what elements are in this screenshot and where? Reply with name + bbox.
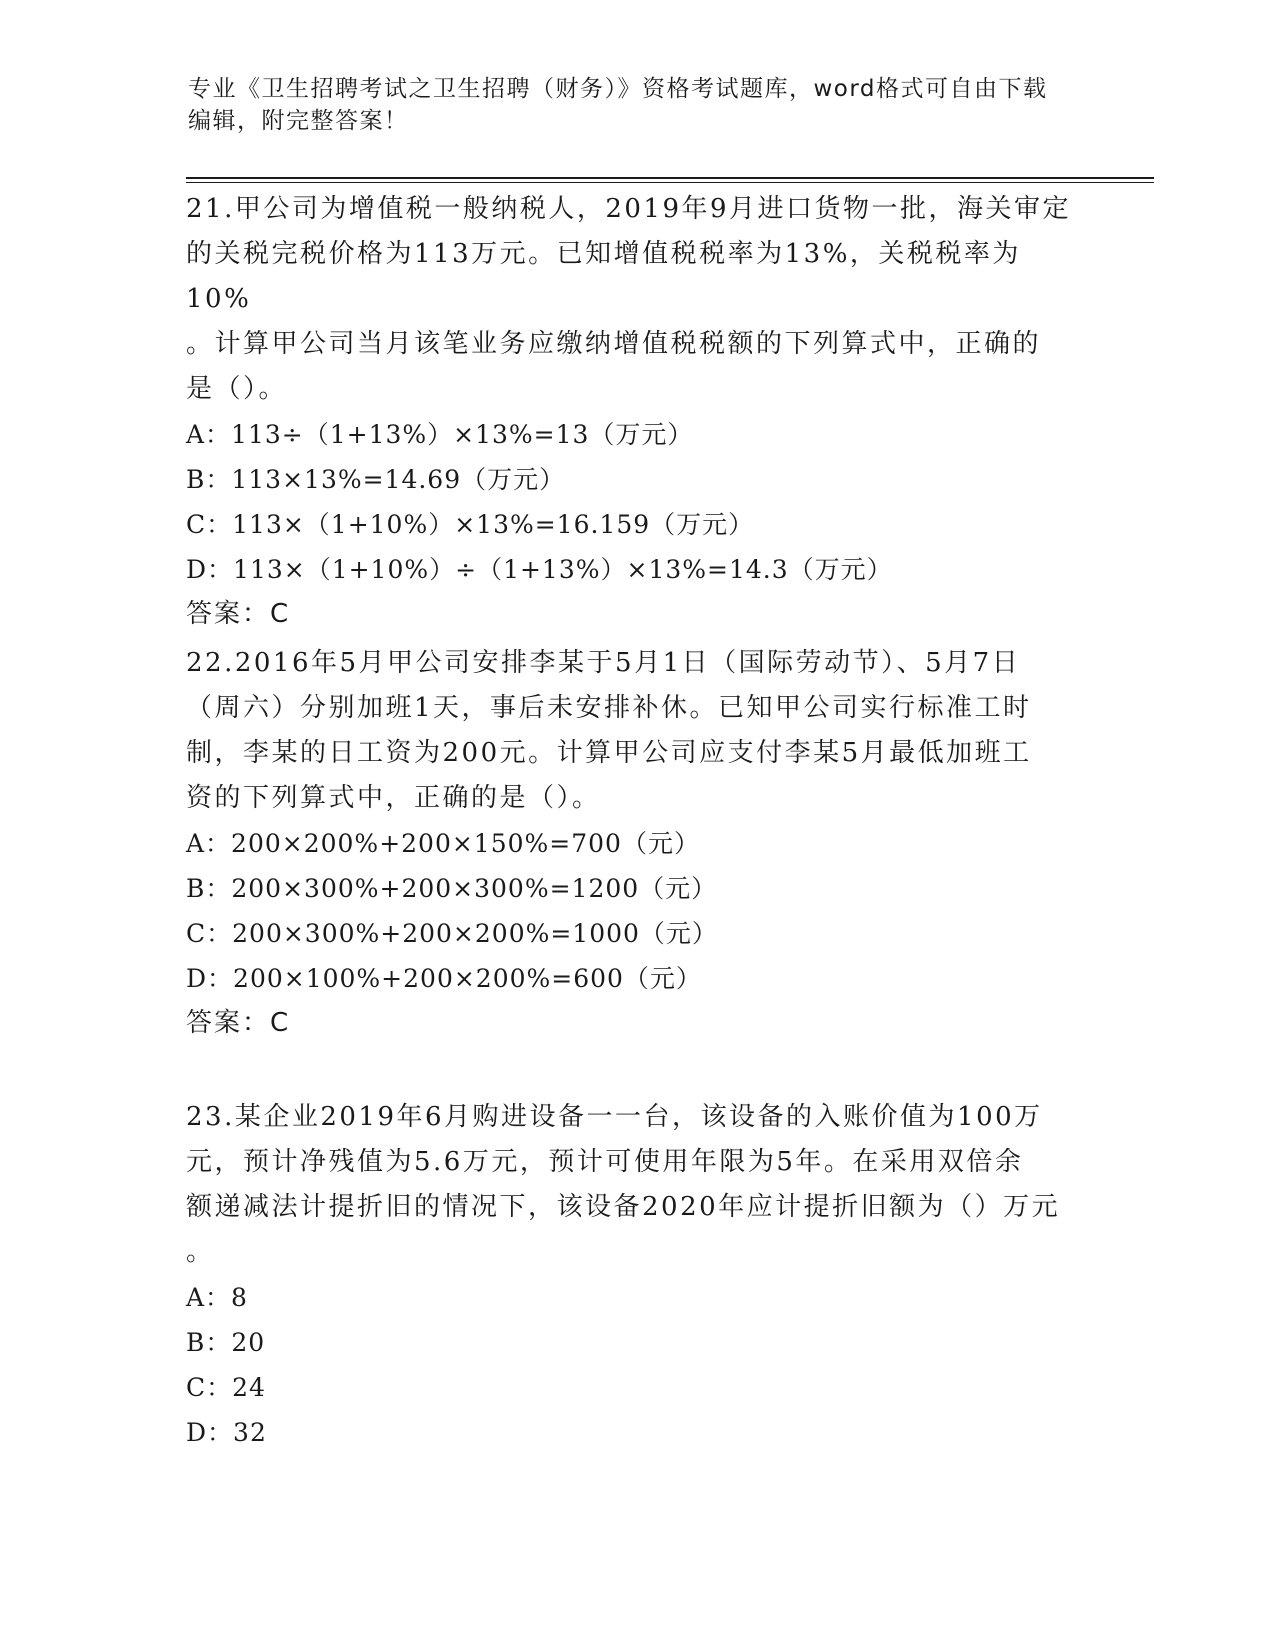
- option-c: C：113×（1+10%）×13%=16.159（万元）: [186, 510, 755, 539]
- question-stem-line: 22.2016年5月甲公司安排李某于5月1日（国际劳动节）、5月7日: [186, 648, 1021, 678]
- header-divider-thick: [186, 177, 1154, 179]
- question-stem-line: 资的下列算式中，正确的是（）。: [186, 783, 601, 813]
- question-23: [186, 1095, 1086, 1455]
- question-stem-line: 是（）。: [186, 374, 288, 404]
- option-b: B：20: [186, 1328, 266, 1357]
- option-a: A：200×200%+200×150%=700（元）: [186, 829, 700, 858]
- option-c: C：200×300%+200×200%=1000（元）: [186, 919, 718, 948]
- answer-line: 答案：C: [186, 599, 291, 629]
- question-stem-line: 元，预计净残值为5.6万元，预计可使用年限为5年。在采用双倍余: [186, 1147, 1024, 1177]
- question-stem-line: 制，李某的日工资为200元。计算甲公司应支付李某5月最低加班工: [186, 738, 1032, 768]
- question-22: [186, 641, 1086, 1046]
- option-d: D：32: [186, 1418, 267, 1447]
- option-a: A：113÷（1+13%）×13%=13（万元）: [186, 420, 694, 449]
- option-d: D：200×100%+200×200%=600（元）: [186, 964, 702, 993]
- answer-line: 答案：C: [186, 1008, 291, 1038]
- question-stem-line: 的关税完税价格为113万元。已知增值税税率为13%，关税税率为10%: [186, 239, 1021, 314]
- header-line-1: 专业《卫生招聘考试之卫生招聘（财务）》资格考试题库，word格式可自由下载: [188, 76, 1048, 102]
- question-21: [186, 187, 1086, 637]
- question-stem-line: 21.甲公司为增值税一般纳税人，2019年9月进口货物一批，海关审定: [186, 194, 1072, 224]
- option-b: B：200×300%+200×300%=1200（元）: [186, 874, 718, 903]
- option-b: B：113×13%=14.69（万元）: [186, 465, 566, 494]
- question-stem-line: 。: [186, 1237, 215, 1267]
- document-header: [188, 73, 1088, 137]
- question-stem-line: 23.某企业2019年6月购进设备一一台，该设备的入账价值为100万: [186, 1102, 1043, 1132]
- question-stem-line: 额递减法计提折旧的情况下，该设备2020年应计提折旧额为（）万元: [186, 1192, 1061, 1222]
- option-c: C：24: [186, 1373, 266, 1402]
- question-stem-line: 。计算甲公司当月该笔业务应缴纳增值税税额的下列算式中，正确的: [186, 329, 1042, 359]
- question-stem-line: （周六）分别加班1天，事后未安排补休。已知甲公司实行标准工时: [186, 693, 1032, 723]
- option-d: D：113×（1+10%）÷（1+13%）×13%=14.3（万元）: [186, 555, 893, 584]
- header-line-2: 编辑，附完整答案！: [188, 108, 409, 134]
- option-a: A：8: [186, 1283, 248, 1312]
- header-divider-thin: [186, 182, 1154, 183]
